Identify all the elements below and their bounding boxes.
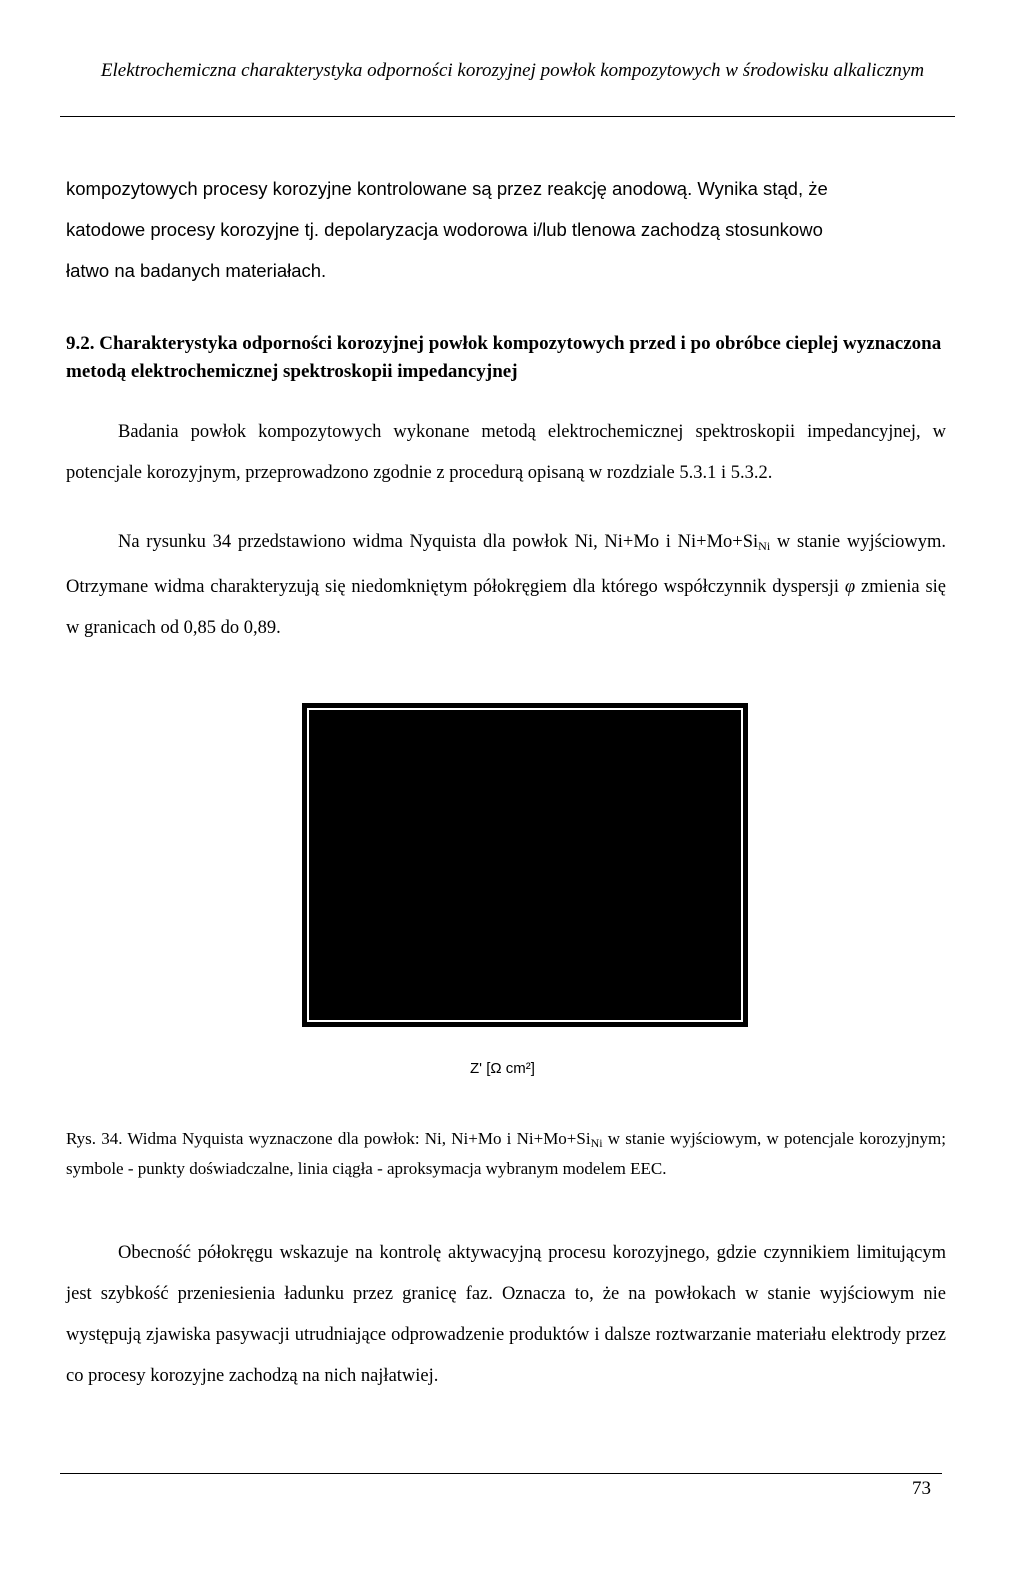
nyquist-text-1: Na rysunku 34 przedstawiono widma Nyquista dla powłok Ni, Ni+Mo i Ni+Mo+Si xyxy=(118,532,759,552)
nyquist-paragraph xyxy=(66,522,946,649)
methods-text: Badania powłok kompozytowych wykonane metodą elektrochemicznej spektroskopii impedancyjnej, w potencjale korozyjnym, przeprowadzono zgodnie z procedurą opisaną w rozdziale 5.3.1 i 5.3.2. xyxy=(66,422,946,483)
section-heading: 9.2. Charakterystyka odporności korozyjnej powłok kompozytowych przed i po obróbce cieplej wyznaczona metodą elektrochemicznej spektroskopii impedancyjnej xyxy=(66,333,942,382)
footer-divider xyxy=(60,1473,942,1474)
intro-line-1: kompozytowych procesy korozyjne kontrolowane są przez reakcję anodową. Wynika stąd, że xyxy=(66,178,828,199)
caption-subscript: Ni xyxy=(590,1136,603,1150)
nyquist-subscript: Ni xyxy=(758,539,771,553)
methods-paragraph xyxy=(66,412,946,494)
caption-text-2: w stanie wyjściowym, w potencjale korozyjnym; symbole - punkty doświadczalne, linia ciągła - aproksymacja wybranym modelem EEC. xyxy=(66,1129,946,1178)
page-number: 73 xyxy=(912,1478,931,1499)
intro-line-2: katodowe procesy korozyjne tj. depolaryzacja wodorowa i/lub tlenowa zachodzą stosunkowo xyxy=(66,219,823,240)
conclusion-text: Obecność półokręgu wskazuje na kontrolę aktywacyjną procesu korozyjnego, gdzie czynnikiem limitującym jest szybkość przeniesienia ładunku przez granicę faz. Oznacza to, że na powłokach w stanie wyjściowym nie występują zjawiska pasywacji utrudniające odprowadzenie produktów i dalsze roztwarzanie materiału elektrody przez co procesy korozyjne zachodzą na nich najłatwiej. xyxy=(66,1243,946,1386)
nyquist-text-2: w stanie wyjściowym. Otrzymane widma charakteryzują się niedomkniętym półokręgiem dla którego współczynnik dyspersji xyxy=(66,532,947,597)
dispersion-symbol: φ xyxy=(844,577,856,597)
nyquist-text-3: zmienia się w granicach od 0,85 do 0,89. xyxy=(66,577,946,638)
header-divider xyxy=(60,116,955,117)
intro-paragraph xyxy=(66,168,946,291)
nyquist-figure-image xyxy=(302,703,748,1027)
conclusion-paragraph xyxy=(66,1233,946,1397)
figure-frame xyxy=(307,708,743,1022)
caption-text-1: Rys. 34. Widma Nyquista wyznaczone dla powłok: Ni, Ni+Mo i Ni+Mo+Si xyxy=(66,1129,591,1148)
intro-line-3: łatwo na badanych materiałach. xyxy=(66,260,327,281)
figure-caption xyxy=(66,1126,946,1181)
running-header: Elektrochemiczna charakterystyka odporności korozyjnej powłok kompozytowych w środowisku alkalicznym xyxy=(100,60,925,81)
figure-x-axis-label: Z' [Ω cm²] xyxy=(470,1060,535,1077)
